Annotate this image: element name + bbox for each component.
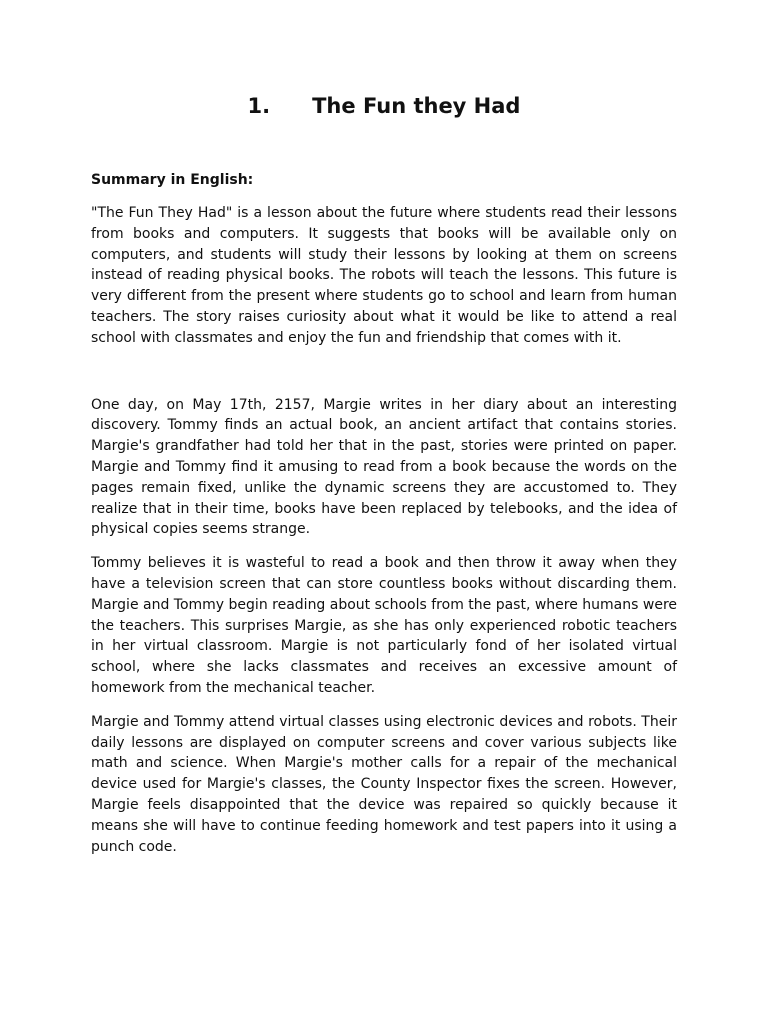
document-body	[91, 170, 677, 857]
paragraph-spacer	[91, 349, 677, 395]
paragraph-discovery: One day, on May 17th, 2157, Margie writes in her diary about an interesting discovery. Tommy finds an actual book, an ancient artifact that contains stories. Margie's grandfather had told her that in the past, stories were printed on paper. Margie and Tommy find it amusing to read from a book because the words on the pages remain fixed, unlike the dynamic screens they are accustomed to. They realize that in their time, books have been replaced by telebooks, and the idea of physical copies seems strange.	[91, 396, 677, 538]
paragraph-intro: "The Fun They Had" is a lesson about the future where students read their lessons from books and computers. It suggests that books will be available only on computers, and students will study their lessons by looking at them on screens instead of reading physical books. The robots will teach the lessons. This future is very different from the present where students go to school and learn from human teachers. The story raises curiosity about what it would be like to attend a real school with classmates and enjoy the fun and friendship that comes with it.	[91, 205, 677, 346]
page-title	[0, 92, 768, 120]
paragraph-spacer	[91, 699, 677, 712]
chapter-title: The Fun they Had	[312, 94, 521, 118]
paragraph-wasteful: Tommy believes it is wasteful to read a book and then throw it away when they have a television screen that can store countless books without discarding them. Margie and Tommy begin reading about schools from the past, where humans were the teachers. This surprises Margie, as she has only experienced robotic teachers in her virtual classroom. Margie is not particularly fond of her isolated virtual school, where she lacks classmates and receives an excessive amount of homework from the mechanical teacher.	[91, 555, 678, 696]
summary-heading: Summary in English:	[91, 172, 254, 188]
paragraph-virtual-classes: Margie and Tommy attend virtual classes using electronic devices and robots. Their daily lessons are displayed on computer screens and cover various subjects like math and science. When Margie's mother calls for a repair of the mechanical device used for Margie's classes, the County Inspector fixes the screen. However, Margie feels disappointed that the device was repaired so quickly because it means she will have to continue feeding homework and test papers into it using a punch code.	[91, 713, 677, 855]
chapter-number: 1.	[247, 94, 271, 118]
paragraph-spacer	[91, 540, 677, 553]
